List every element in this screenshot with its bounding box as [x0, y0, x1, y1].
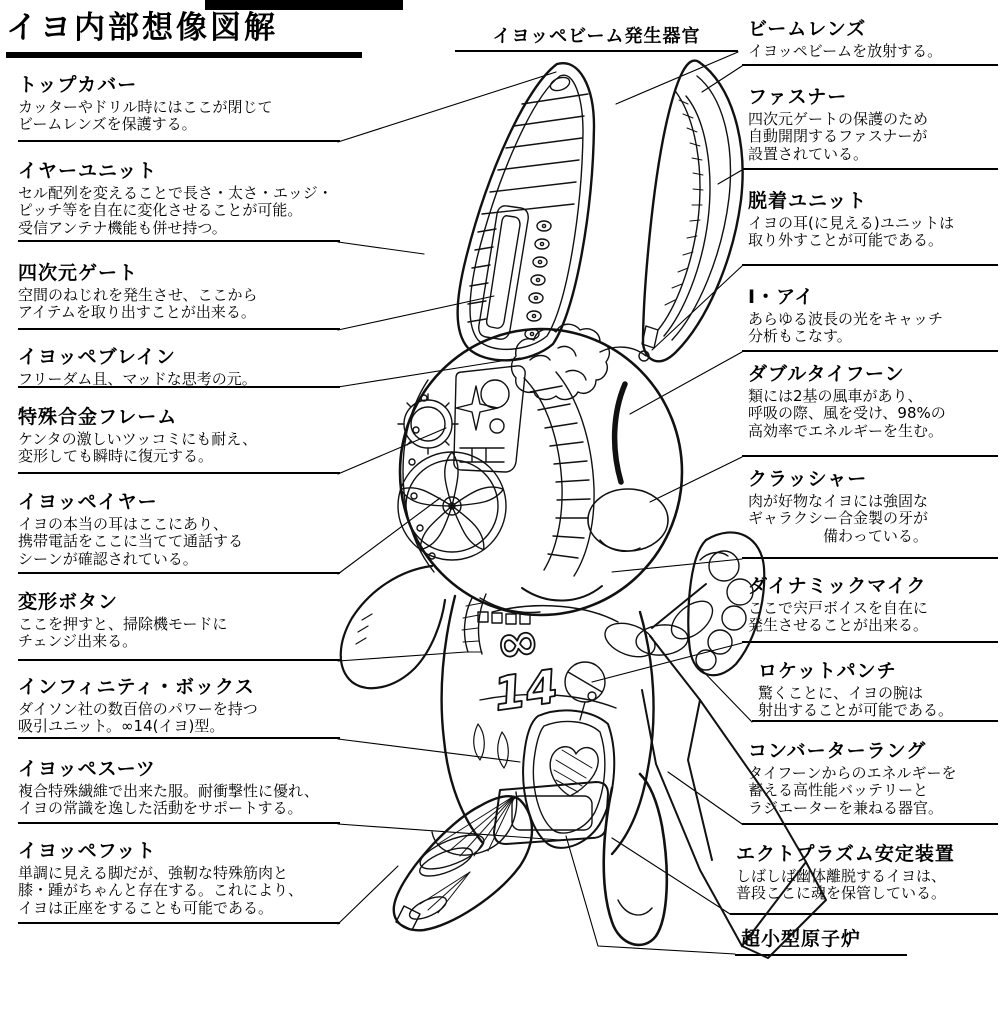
left-ear-cutaway [458, 63, 594, 360]
cheek-typhoon [588, 489, 668, 551]
zipper-teeth [665, 100, 703, 305]
label-desc: 複合特殊繊維で出来た服。耐衝撃性に優れ、 イヨの常識を逸した活動をサポートする。 [18, 781, 319, 818]
label-title: エクトプラズム安定装置 [736, 843, 955, 865]
label-desc: フリーダム且、マッドな思考の元。 [18, 369, 257, 388]
label-title: ロケットパンチ [758, 660, 897, 682]
label-title: トップカバー [18, 74, 138, 96]
brain-lumps [512, 324, 610, 399]
label-desc: 空間のねじれを発生させ、ここから アイテムを取り出すことが出来る。 [18, 285, 258, 322]
label-title: ファスナー [748, 86, 848, 108]
label-title: 変形ボタン [18, 591, 119, 613]
head [398, 324, 682, 615]
label-desc: タイフーンからのエネルギーを 蓄える高性能バッテリーと ラジエーターを兼ねる器官。 [748, 763, 957, 818]
label-title: イヨッペブレイン [18, 346, 176, 368]
label-title: ダイナミックマイク [748, 575, 927, 597]
label-title: ビームレンズ [748, 18, 867, 40]
label-desc: ここで宍戸ボイスを自在に 発生させることが出来る。 [748, 598, 929, 635]
chest-number: 14 [490, 658, 562, 722]
label-desc: しばしば幽体離脱するイヨは、 普段ここに魂を保管している。 [736, 866, 947, 903]
label-title: ダブルタイフーン [748, 363, 905, 385]
label-title: 超小型原子炉 [741, 928, 862, 950]
left-arm [341, 566, 445, 688]
closed-eye [615, 384, 625, 482]
label-title: イヤーユニット [18, 160, 158, 182]
label-desc: ケンタの激しいツッコミにも耐え、 変形しても瞬時に復元する。 [18, 429, 258, 466]
right-ear-zipper [639, 61, 743, 362]
label-desc: イヨの本当の耳はここにあり、 携帯電話をここに当てて通話する シーンが確認されている。 [18, 514, 244, 569]
label-desc: 驚くことに、イヨの腕は 射出することが可能である。 [758, 683, 954, 720]
right-leg [604, 774, 667, 945]
label-desc: あらゆる波長の光をキャッチ 分析もこなす。 [748, 309, 944, 346]
label-title: 特殊合金フレーム [18, 406, 178, 428]
label-title: コンバーターラング [748, 740, 927, 762]
zipper-slider [642, 326, 658, 348]
suit-flaps [642, 584, 826, 958]
label-desc: ダイソン社の数百倍のパワーを持つ 吸引ユニット。∞14(イヨ)型。 [18, 699, 258, 736]
label-title: イヨッペフット [18, 840, 157, 862]
label-title: イヨッペスーツ [18, 758, 156, 780]
label-title: クラッシャー [748, 468, 868, 490]
infinity-box [523, 710, 614, 847]
label-desc: 単調に見える脚だが、強靭な特殊筋肉と 膝・踵がちゃんと存在する。これにより、 イヨは正座をすることも可能である。 [18, 863, 304, 918]
turbine-gear [398, 452, 506, 560]
label-desc: セル配列を変えることで長さ・太さ・エッジ・ ピッチ等を自在に変化させることが可能。 受信アンテナ機能も併せ持つ。 [18, 183, 333, 238]
page-title: イヨ内部想像図解 [6, 10, 278, 46]
label-title: I・アイ [748, 286, 815, 308]
label-desc: 類には2基の風車があり、 呼吸の際、風を受け、98%の 高効率でエネルギーを生む。 [748, 386, 946, 441]
label-title: イヨッペイヤー [18, 491, 158, 513]
gate-panel [454, 366, 525, 472]
label-desc: 四次元ゲートの保護のため 自動開閉するファスナーが 設置されている。 [748, 109, 929, 164]
label-desc: カッターやドリル時にはここが閉じて ビームレンズを保護する。 [18, 97, 273, 134]
label-title: 四次元ゲート [18, 262, 139, 284]
mouth [522, 586, 602, 601]
label-desc: イヨッペビームを放射する。 [748, 41, 943, 60]
leader-lines [338, 52, 752, 954]
ear-rivets [525, 221, 551, 339]
label-title: イヨッペビーム発生器官 [492, 26, 701, 47]
torso [442, 594, 654, 854]
label-desc: イヨの耳(に見える)ユニットは 取り外すことが可能である。 [748, 213, 955, 250]
ribbed-band [524, 372, 594, 576]
label-title: インフィニティ・ボックス [18, 676, 255, 698]
label-desc: 肉が好物なイヨには強固な ギャラクシー合金製の牙が 備わっている。 [748, 491, 929, 546]
label-title: 脱着ユニット [748, 190, 868, 212]
chest-infinity: ∞ [492, 610, 544, 676]
label-desc: ここを押すと、掃除機モードに チェンジ出来る。 [18, 614, 228, 651]
